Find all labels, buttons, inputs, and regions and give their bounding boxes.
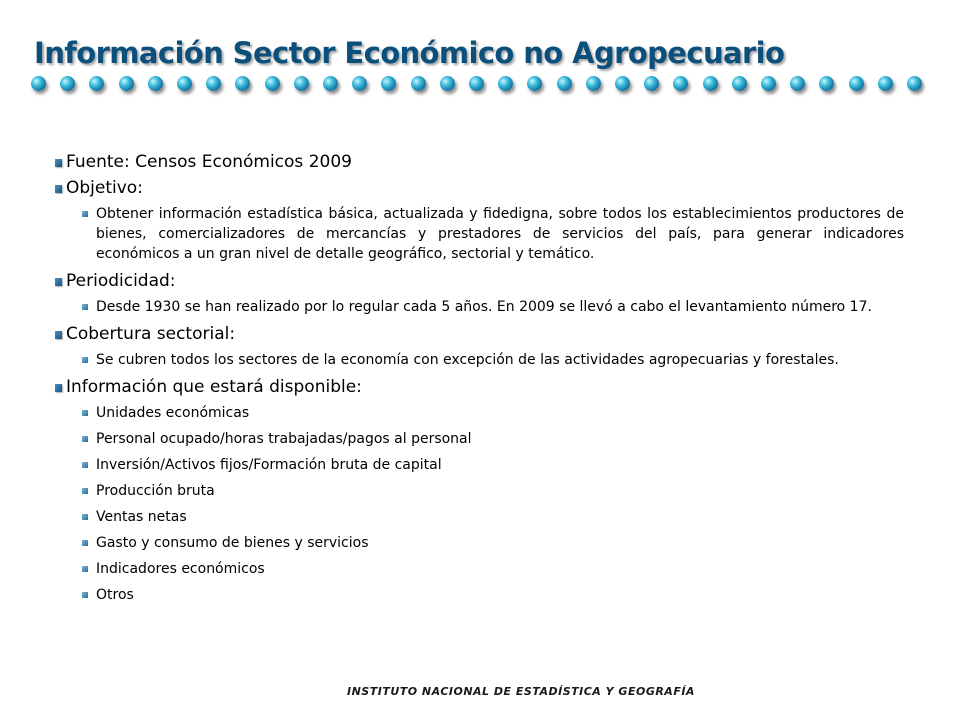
objective-heading: Objetivo:	[52, 178, 904, 198]
divider-dot	[352, 76, 367, 91]
divider-dot	[206, 76, 221, 91]
source-bullet: Fuente: Censos Económicos 2009	[52, 152, 904, 172]
periodicity-heading: Periodicidad:	[52, 271, 904, 291]
divider-dot	[703, 76, 718, 91]
coverage-text: Se cubren todos los sectores de la economía con excepción de las actividades agropecuarias y forestales.	[52, 350, 904, 370]
slide-title: Información Sector Económico no Agropecuario	[34, 36, 785, 70]
divider-dot	[819, 76, 834, 91]
divider-dot	[732, 76, 747, 91]
divider-dot	[878, 76, 893, 91]
divider-dot	[790, 76, 805, 91]
objective-text: Obtener información estadística básica, actualizada y fidedigna, sobre todos los establecimientos productores de bienes, comercializadores de mercancías y prestadores de servicios del país, para generar indicadores económicos a un gran nivel de detalle geográfico, sectorial y temático.	[52, 204, 904, 264]
info-heading: Información que estará disponible:	[52, 377, 904, 397]
list-item: Ventas netas	[52, 507, 904, 527]
divider-dot	[235, 76, 250, 91]
divider-dot	[644, 76, 659, 91]
divider-dot	[294, 76, 309, 91]
divider-dot	[265, 76, 280, 91]
slide-content	[52, 146, 904, 611]
divider-dot	[469, 76, 484, 91]
info-list	[52, 403, 904, 605]
divider-dot	[323, 76, 338, 91]
list-item: Producción bruta	[52, 481, 904, 501]
divider-dot	[60, 76, 75, 91]
divider-dot	[119, 76, 134, 91]
list-item: Indicadores económicos	[52, 559, 904, 579]
list-item: Personal ocupado/horas trabajadas/pagos al personal	[52, 429, 904, 449]
divider-dot	[615, 76, 630, 91]
list-item: Inversión/Activos fijos/Formación bruta de capital	[52, 455, 904, 475]
list-item: Gasto y consumo de bienes y servicios	[52, 533, 904, 553]
divider-dot	[148, 76, 163, 91]
divider-dot	[440, 76, 455, 91]
divider-dot	[586, 76, 601, 91]
periodicity-text: Desde 1930 se han realizado por lo regular cada 5 años. En 2009 se llevó a cabo el levantamiento número 17.	[52, 297, 904, 317]
divider-dot	[498, 76, 513, 91]
divider-dot	[411, 76, 426, 91]
divider-dot	[177, 76, 192, 91]
footer-institution: INSTITUTO NACIONAL DE ESTADÍSTICA Y GEOGRAFÍA	[347, 685, 695, 698]
coverage-heading: Cobertura sectorial:	[52, 324, 904, 344]
divider-dot	[527, 76, 542, 91]
list-item: Otros	[52, 585, 904, 605]
divider-dot	[381, 76, 396, 91]
dotted-divider	[31, 76, 931, 98]
divider-dot	[907, 76, 922, 91]
divider-dot	[89, 76, 104, 91]
divider-dot	[849, 76, 864, 91]
divider-dot	[31, 76, 46, 91]
list-item: Unidades económicas	[52, 403, 904, 423]
divider-dot	[673, 76, 688, 91]
divider-dot	[557, 76, 572, 91]
divider-dot	[761, 76, 776, 91]
